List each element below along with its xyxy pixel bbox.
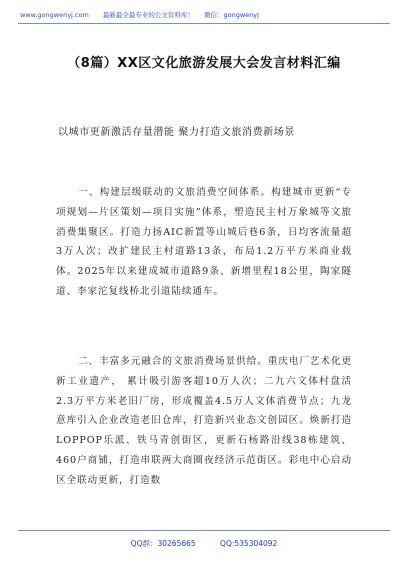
paragraph-2-text: 二、丰富多元融合的文旅消费场景供给。重庆电厂艺术化更新工业遗产， 累计吸引游客超10万人次；二九六文体村盘活2.3万平方米老旧厂房，形成覆盖4.5万人文体消费节点；九龙意库引入企业改造老旧仓库，打造新兴业态文创园区。焕新打造LOPPOP乐派、铁马青创街区，更新石杨路沿线38栋建筑、460户商铺，打造串联两大商圈夜经济示范街区。彩电中心启动区全联动更新，打造数 <box>56 356 352 486</box>
header-wechat: 微信：gongwenyj <box>203 11 259 19</box>
header-slogan: 最新最全最专业的公文资料库！ <box>102 11 194 19</box>
paragraph-1 <box>56 183 352 302</box>
paragraph-2 <box>56 352 352 491</box>
paragraph-1-text: 一、构建层级联动的文旅消费空间体系。构建城市更新“专项规划—片区策划—项目实施”体系，塑造民主村万象城等文旅消费集聚区。打造力扬AIC新置等山城后巷6条，日均客流量超3万人次；改扩建民主村道路13条，布局1.2万平方米商业载体。2025年以来建成城市道路9条、新增里程18公里，陶家隧道、李家沱复线桥北引道陆续通车。 <box>56 187 352 297</box>
footer-divider <box>18 530 390 531</box>
header-site-link[interactable]: www.gongwenyj.com <box>20 11 89 19</box>
footer-qq-group[interactable]: QQ群：30265665 <box>130 539 196 548</box>
header-banner <box>20 10 259 19</box>
page-header <box>0 0 408 30</box>
footer-qq-contact[interactable]: QQ:535304092 <box>220 539 278 548</box>
page-footer <box>0 538 408 549</box>
header-divider <box>18 23 390 24</box>
document-subtitle: 以城市更新激活存量潜能 聚力打造文旅消费新场景 <box>58 127 295 138</box>
document-title: （8篇）XX区文化旅游发展大会发言材料汇编 <box>67 56 341 71</box>
